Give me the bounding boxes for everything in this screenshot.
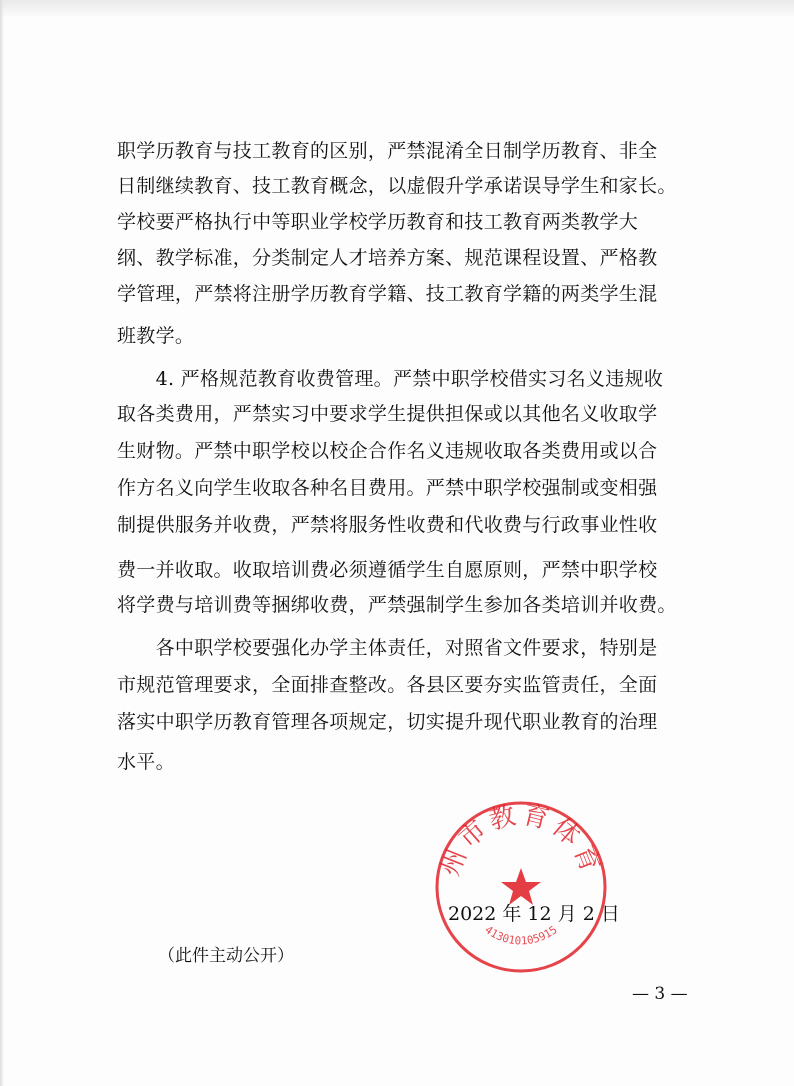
body-line: 日制继续教育、技工教育概念，以虚假升学承诺误导学生和家长。 <box>117 175 677 197</box>
body-line: 市规范管理要求，全面排查整改。各县区要夯实监管责任，全面 <box>117 674 658 696</box>
body-line: 取各类费用，严禁实习中要求学生提供担保或以其他名义收取学 <box>117 403 658 425</box>
body-line: 作方名义向学生收取各种名目费用。严禁中职学校强制或变相强 <box>117 477 658 499</box>
body-line: 生财物。严禁中职学校以校企合作名义违规收取各类费用或以合 <box>117 440 658 462</box>
document-date: 2022 年 12 月 2 日 <box>448 903 620 925</box>
body-line: 制提供服务并收费，严禁将服务性收费和代收费与行政事业性收 <box>117 514 658 536</box>
scan-top-shadow <box>0 0 794 18</box>
body-line: 班教学。 <box>117 325 195 347</box>
body-line: 落实中职学历教育管理各项规定，切实提升现代职业教育的治理 <box>117 711 658 733</box>
public-disclosure-note: （此件主动公开） <box>158 946 294 966</box>
body-line: 职学历教育与技工教育的区别，严禁混淆全日制学历教育、非全 <box>117 140 658 162</box>
body-line: 各中职学校要强化办学主体责任，对照省文件要求，特别是 <box>117 637 658 659</box>
body-line: 将学费与培训费等捆绑收费，严禁强制学生参加各类培训并收费。 <box>117 594 677 616</box>
official-seal <box>432 798 610 976</box>
body-line: 水平。 <box>117 751 175 773</box>
body-line: 学管理，严禁将注册学历教育学籍、技工教育学籍的两类学生混 <box>117 283 658 305</box>
seal-text: 州市教育体育 <box>435 799 607 881</box>
scan-left-edge <box>0 0 4 1086</box>
page-number: — 3 — <box>632 984 688 1004</box>
body-line: 4. 严格规范教育收费管理。严禁中职学校借实习名义违规收 <box>117 368 664 390</box>
body-line: 学校要严格执行中等职业学校学历教育和技工教育两类教学大 <box>117 211 639 233</box>
body-line: 纲、教学标准，分类制定人才培养方案、规范课程设置、严格教 <box>117 247 658 269</box>
seal-code: 413010105915 <box>482 923 560 948</box>
body-line: 费一并收取。收取培训费必须遵循学生自愿原则，严禁中职学校 <box>117 559 658 581</box>
